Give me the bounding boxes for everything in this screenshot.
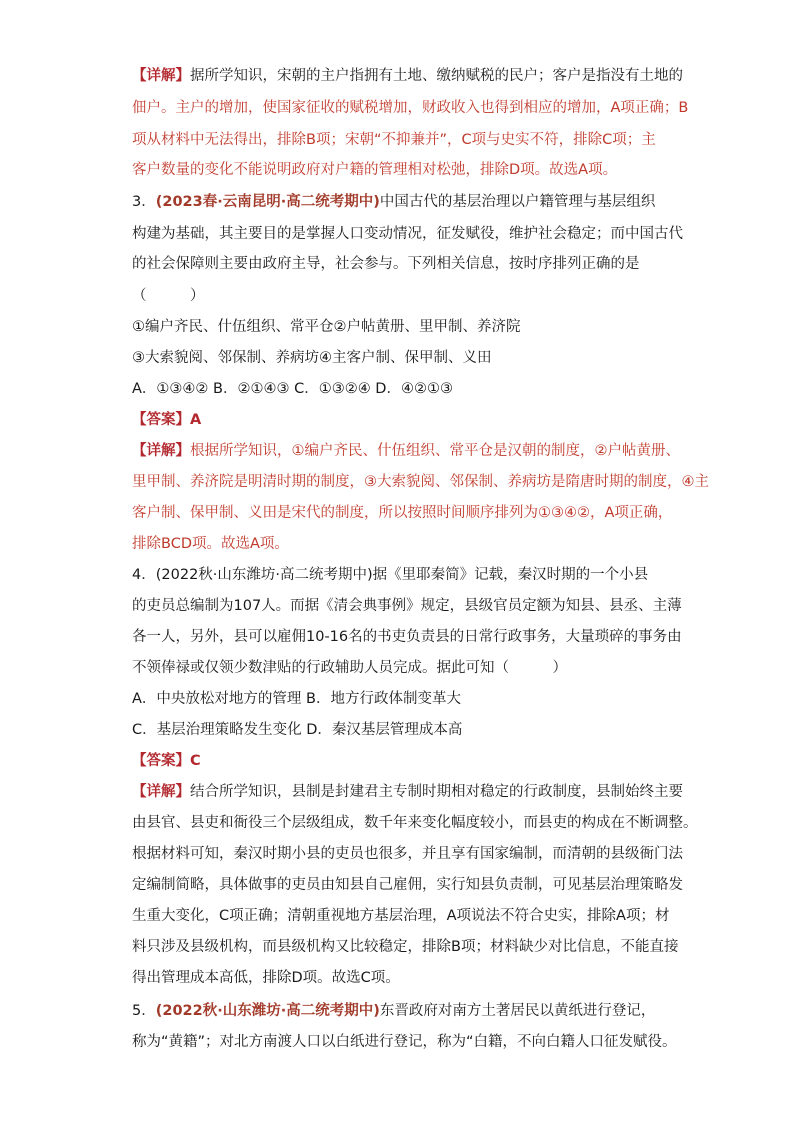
q4-options-line-2: C．基层治理策略发生变化 D．秦汉基层管理成本高 <box>132 722 463 738</box>
question-source: (2023春·云南昆明·高二统考期中) <box>155 194 380 210</box>
q5-stem-line-1: 5．(2022秋·山东潍坊·高二统考期中)东晋政府对南方土著居民以黄纸进行登记， <box>132 1003 656 1019</box>
q2-detail-line-1: 【详解】据所学知识，宋朝的主户指拥有土地、缴纳赋税的民户；客户是指没有土地的 <box>132 68 683 84</box>
q4-detail-line-4: 定编制简略，具体做事的吏员由知县自己雇佣，实行知县负责制，可见基层治理策略发 <box>132 877 683 893</box>
q3-stem-line-2: 构建为基础，其主要目的是掌握人口变动情况，征发赋役，维护社会稳定；而中国古代 <box>132 226 683 242</box>
q3-answer: 【答案】A <box>132 412 202 428</box>
detail-label: 【详解】 <box>132 68 190 84</box>
q4-stem-line-4: 不领俸禄或仅领少数津贴的行政辅助人员完成。据此可知（ ） <box>132 660 567 676</box>
q2-detail-line-2: 佃户。主户的增加，使国家征收的赋税增加，财政收入也得到相应的增加，A项正确；B <box>132 100 689 116</box>
answer-value: A <box>190 412 202 428</box>
q3-options: A．①③④② B．②①④③ C．①③②④ D．④②①③ <box>132 381 453 397</box>
question-source: (2022秋·山东潍坊·高二统考期中) <box>155 1003 380 1019</box>
q4-detail-line-5: 生重大变化，C项正确；清朝重视地方基层治理，A项说法不符合史实，排除A项；材 <box>132 908 670 924</box>
question-number: 5． <box>132 1003 156 1019</box>
q3-items-line-1: ①编户齐民、什伍组织、常平仓②户帖黄册、里甲制、养济院 <box>132 319 521 335</box>
q4-stem-line-3: 各一人，另外，县可以雇佣10-16名的书吏负责县的日常行政事务，大量琐碎的事务由 <box>132 629 682 645</box>
q4-stem-line-2: 的吏员总编制为107人。而据《清会典事例》规定，县级官员定额为知县、县丞、主薄 <box>132 598 682 614</box>
q3-stem-line-1: 3．(2023春·云南昆明·高二统考期中)中国古代的基层治理以户籍管理与基层组织 <box>132 194 656 210</box>
q3-stem-line-3: 的社会保障则主要由政府主导，社会参与。下列相关信息，按时序排列正确的是 <box>132 256 640 272</box>
q3-detail-line-3: 客户制、保甲制、义田是宋代的制度，所以按照时间顺序排列为①③④②，A项正确， <box>132 505 673 521</box>
q4-answer: 【答案】C <box>132 753 201 769</box>
q4-detail-line-2: 由县官、县吏和衙役三个层级组成，数千年来变化幅度较小，而县吏的构成在不断调整。 <box>132 815 698 831</box>
question-number: 4． <box>132 567 156 583</box>
q3-detail-line-1: 【详解】根据所学知识，①编户齐民、什伍组织、常平仓是汉朝的制度，②户帖黄册、 <box>132 443 680 459</box>
q2-detail-line-3: 项从材料中无法得出，排除B项；宋朝“不抑兼并”，C项与史实不符，排除C项；主 <box>132 132 656 148</box>
q4-stem-line-1: 4．(2022秋·山东潍坊·高二统考期中)据《里耶秦简》记载，秦汉时期的一个小县 <box>132 567 649 583</box>
q4-detail-line-7: 得出管理成本高低，排除D项。故选C项。 <box>132 970 400 986</box>
q5-stem-line-2: 称为“黄籍”；对北方南渡人口以白纸进行登记，称为“白籍，不向白籍人口征发赋役。 <box>132 1034 677 1050</box>
q4-detail-line-6: 料只涉及县级机构，而县级机构又比较稳定，排除B项；材料缺少对比信息，不能直接 <box>132 939 679 955</box>
question-source: (2022秋·山东潍坊·高二统考期中) <box>155 567 373 583</box>
q4-detail-line-3: 根据材料可知，秦汉时期小县的吏员也很多，并且享有国家编制，而清朝的县级衙门法 <box>132 846 683 862</box>
q3-items-line-2: ③大索貌阅、邻保制、养病坊④主客户制、保甲制、义田 <box>132 350 492 366</box>
q3-detail-line-4: 排除BCD项。故选A项。 <box>132 536 289 552</box>
q4-detail-line-1: 【详解】结合所学知识，县制是封建君主专制时期相对稳定的行政制度，县制始终主要 <box>132 784 683 800</box>
answer-value: C <box>190 753 201 769</box>
question-number: 3． <box>132 194 156 210</box>
q4-options-line-1: A．中央放松对地方的管理 B．地方行政体制变革大 <box>132 691 461 707</box>
q3-detail-line-2: 里甲制、养济院是明清时期的制度，③大索貌阅、邻保制、养病坊是隋唐时期的制度，④主 <box>132 474 709 490</box>
q3-stem-line-4: （ ） <box>132 288 205 304</box>
q2-detail-line-4: 客户数量的变化不能说明政府对户籍的管理相对松弛，排除D项。故选A项。 <box>132 162 618 178</box>
